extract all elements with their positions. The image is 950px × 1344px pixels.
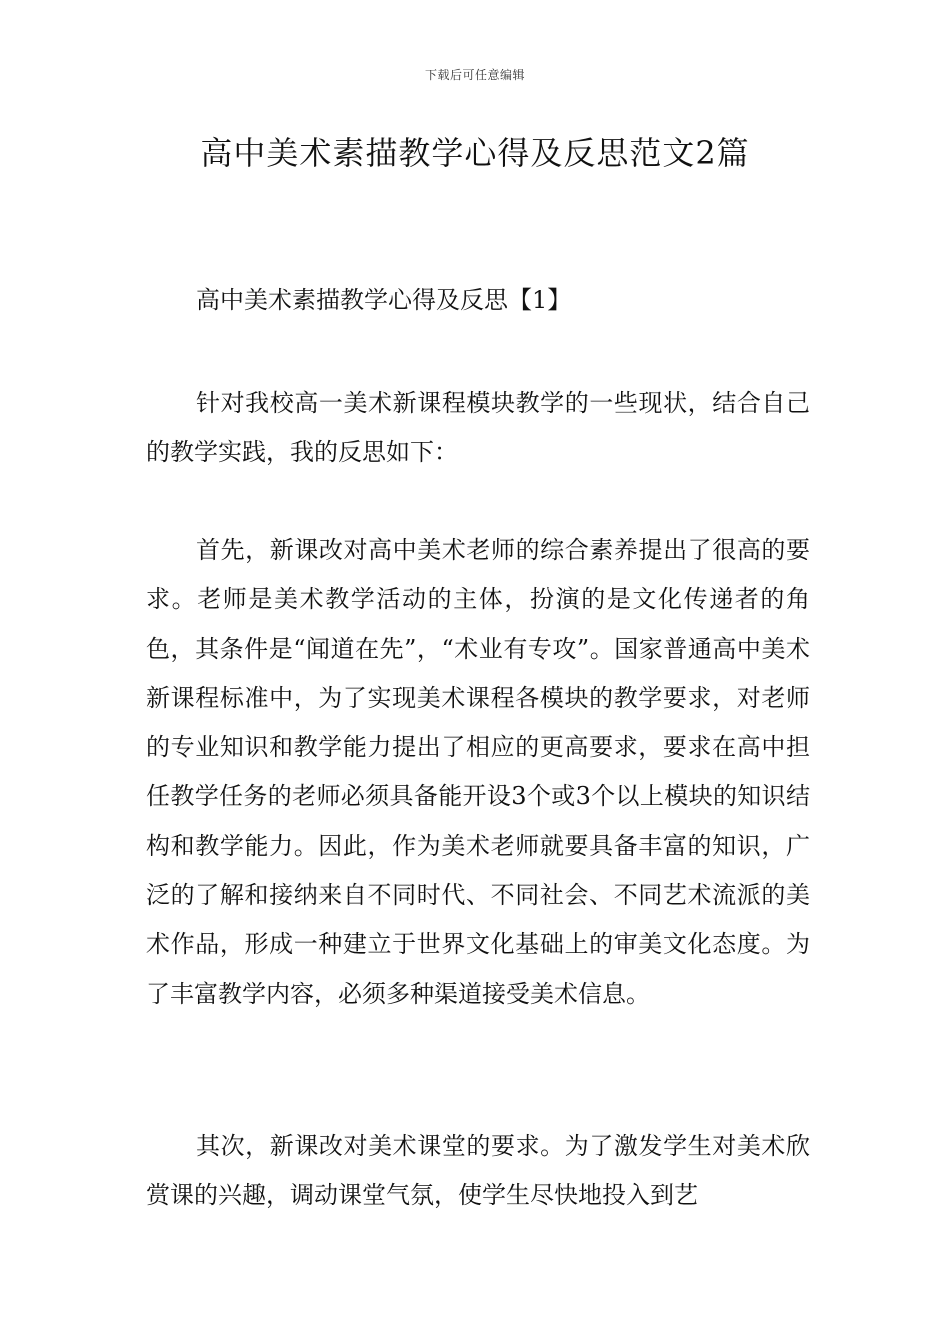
paragraph-intro: 针对我校高一美术新课程模块教学的一些现状，结合自己的教学实践，我的反思如下： bbox=[146, 389, 810, 467]
header-note: 下载后可任意编辑 bbox=[424, 68, 525, 82]
paragraph-first-point: 首先，新课改对高中美术老师的综合素养提出了很高的要求。老师是美术教学活动的主体，扮演的是文化传递者的角色，其条件是“闻道在先”，“术业有专攻”。国家普通高中美术新课程标准中，为了实现美术课程各模块的教学要求，对老师的专业知识和教学能力提出了相应的更高要求，要求在高中担任教学任务的老师必须具备能开设3个或3个以上模块的知识结构和教学能力。因此，作为美术老师就要具备丰富的知识，广泛的了解和接纳来自不同时代、不同社会、不同艺术流派的美术作品，形成一种建立于世界文化基础上的审美文化态度。为了丰富教学内容，必须多种渠道接受美术信息。 bbox=[146, 536, 810, 1008]
document-title: 高中美术素描教学心得及反思范文2篇 bbox=[200, 134, 750, 172]
paragraph-second-point: 其次，新课改对美术课堂的要求。为了激发学生对美术欣赏课的兴趣，调动课堂气氛，使学生尽快地投入到艺 bbox=[146, 1132, 810, 1210]
section-heading: 高中美术素描教学心得及反思【1】 bbox=[196, 286, 572, 314]
